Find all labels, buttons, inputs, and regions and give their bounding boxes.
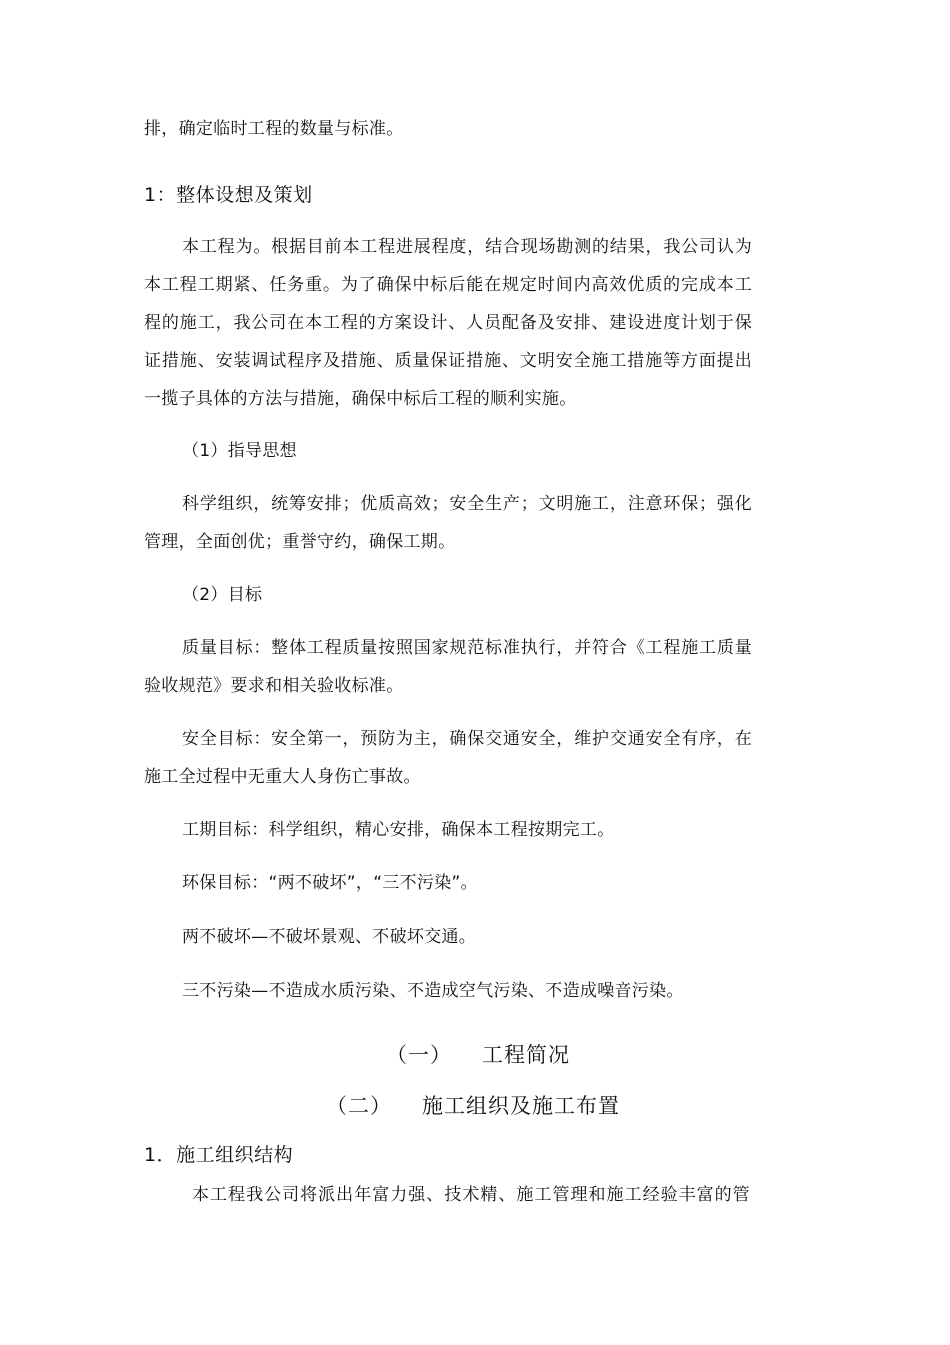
paragraph-line: 质量目标：整体工程质量按照国家规范标准执行，并符合《工程施工质量 (182, 638, 752, 658)
paragraph-line: 两不破坏—不破坏景观、不破坏交通。 (182, 927, 477, 947)
paragraph-line: 三不污染—不造成水质污染、不造成空气污染、不造成噪音污染。 (182, 981, 684, 1001)
paragraph-line: 本工程工期紧、任务重。为了确保中标后能在规定时间内高效优质的完成本工 (144, 275, 752, 295)
paragraph-line: 安全目标：安全第一，预防为主，确保交通安全，维护交通安全有序，在 (182, 729, 752, 749)
paragraph-line: 程的施工，我公司在本工程的方案设计、人员配备及安排、建设进度计划于保 (144, 313, 752, 333)
subheading-guiding-idea: （1）指导思想 (182, 441, 297, 461)
chapter-heading-construction-organization (326, 1093, 620, 1119)
paragraph-line: 本工程为。根据目前本工程进展程度，结合现场勘测的结果，我公司认为 (182, 237, 752, 257)
chapter-title: 施工组织及施工布置 (422, 1094, 620, 1118)
paragraph-line: 验收规范》要求和相关验收标准。 (144, 676, 404, 696)
section-heading-overall-plan: 1：整体设想及策划 (144, 184, 313, 206)
paragraph-line: 科学组织，统筹安排；优质高效；安全生产；文明施工，注意环保；强化 (182, 494, 752, 514)
chapter-number: （二） (326, 1094, 392, 1118)
paragraph-line: 工期目标：科学组织，精心安排，确保本工程按期完工。 (182, 820, 615, 840)
chapter-number: （一） (386, 1043, 452, 1067)
paragraph-line: 一揽子具体的方法与措施，确保中标后工程的顺利实施。 (144, 389, 577, 409)
section-heading-org-structure: 1．施工组织结构 (144, 1144, 294, 1166)
paragraph-line: 施工全过程中无重大人身伤亡事故。 (144, 767, 421, 787)
paragraph-line: 管理，全面创优；重誉守约，确保工期。 (144, 532, 456, 552)
chapter-heading-project-overview (386, 1042, 570, 1068)
paragraph-line: 本工程我公司将派出年富力强、技术精、施工管理和施工经验丰富的管 (192, 1185, 750, 1205)
paragraph-line: 证措施、安装调试程序及措施、质量保证措施、文明安全施工措施等方面提出 (144, 351, 752, 371)
chapter-title: 工程简况 (482, 1043, 570, 1067)
subheading-goals: （2）目标 (182, 585, 263, 605)
continuation-line: 排，确定临时工程的数量与标准。 (144, 119, 404, 139)
paragraph-line: 环保目标：“两不破坏”，“三不污染”。 (182, 873, 478, 893)
